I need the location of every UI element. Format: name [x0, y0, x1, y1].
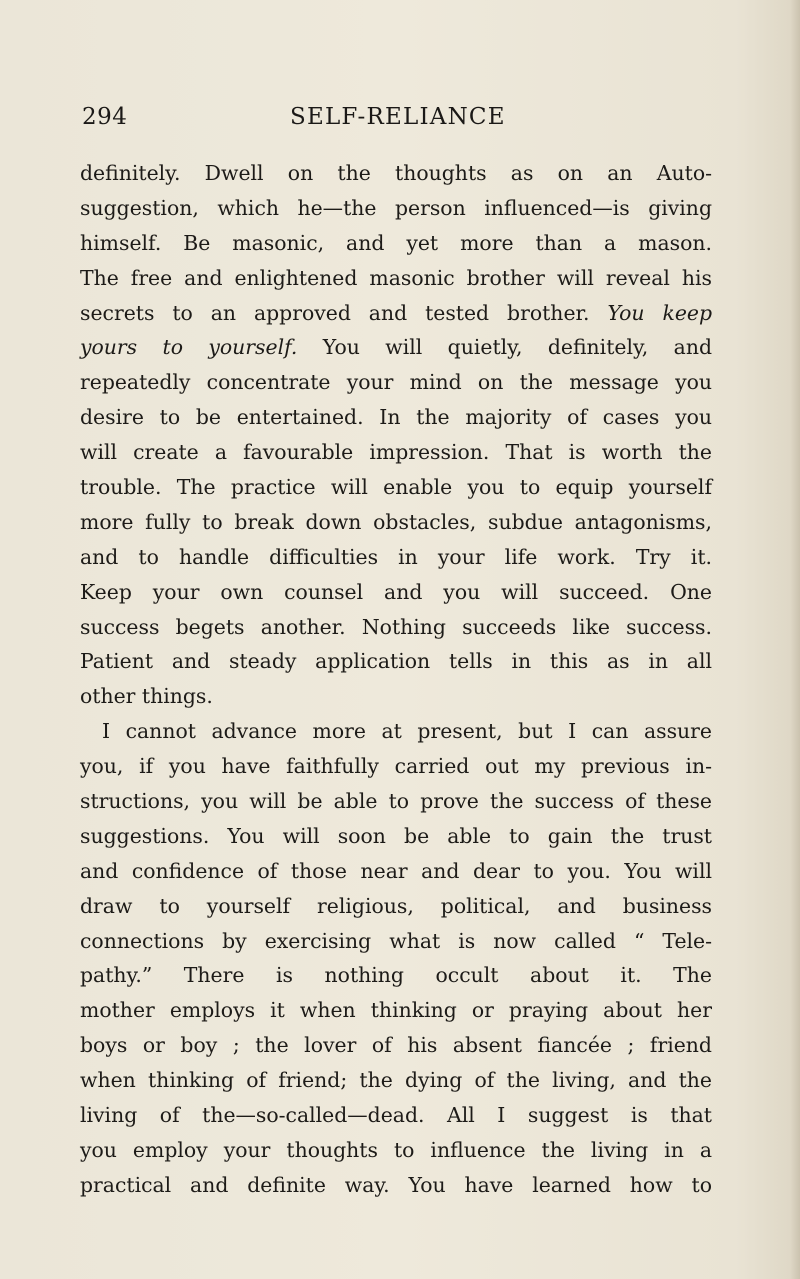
- page-number: 294: [82, 104, 128, 130]
- text-line: when thinking of friend; the dying of the living, and the: [80, 1068, 712, 1093]
- italic-text: You keep: [607, 300, 713, 325]
- text-line: The free and enlightened masonic brother will reveal his: [80, 265, 712, 290]
- text-line: and to handle difficulties in your life work. Try it.: [80, 544, 712, 569]
- text-line: definitely. Dwell on the thoughts as on an Auto-: [80, 161, 712, 185]
- page-edge-shadow: [790, 0, 800, 1279]
- text-line: suggestions. You will soon be able to gain the trust: [80, 823, 712, 848]
- text-line: you, if you have faithfully carried out my previous in-: [80, 754, 712, 779]
- text-line: success begets another. Nothing succeeds like success.: [80, 614, 712, 639]
- text-line: desire to be entertained. In the majority of cases you: [80, 405, 712, 430]
- text-line: I cannot advance more at present, but I can assure: [102, 719, 712, 744]
- italic-text: yours to yourself.: [80, 335, 298, 360]
- text-line: repeatedly concentrate your mind on the message you: [80, 370, 712, 395]
- text-line: suggestion, which he—the person influenced—is giving: [80, 195, 712, 220]
- text-line: and confidence of those near and dear to you. You will: [80, 858, 712, 883]
- text-line: pathy.” There is nothing occult about it. The: [80, 963, 712, 988]
- text-line: structions, you will be able to prove the success of these: [80, 789, 712, 814]
- text-line: trouble. The practice will enable you to equip yourself: [80, 475, 712, 500]
- body-text: [80, 156, 712, 1203]
- page-header: [82, 104, 730, 144]
- text-line: practical and definite way. You have learned how to: [80, 1172, 712, 1197]
- text-line: connections by exercising what is now called “ Tele-: [80, 928, 712, 953]
- text-line: Keep your own counsel and you will succeed. One: [80, 579, 712, 604]
- text-line: draw to yourself religious, political, and business: [80, 893, 712, 918]
- text-line: [80, 330, 712, 365]
- text-line: other things.: [80, 684, 213, 709]
- text-line: boys or boy ; the lover of his absent fiancée ; friend: [80, 1033, 712, 1058]
- text-line: mother employs it when thinking or praying about her: [80, 998, 712, 1023]
- text-line: will create a favourable impression. That is worth the: [80, 440, 712, 465]
- text-segment: secrets to an approved and tested brother.: [80, 300, 590, 325]
- text-line: Patient and steady application tells in this as in all: [80, 649, 712, 674]
- text-line: you employ your thoughts to influence the living in a: [80, 1137, 712, 1162]
- text-line: living of the—so-called—dead. All I suggest is that: [80, 1103, 712, 1128]
- text-line: himself. Be masonic, and yet more than a mason.: [80, 230, 712, 255]
- text-line: more fully to break down obstacles, subdue antagonisms,: [80, 509, 712, 534]
- text-segment: You will quietly, definitely, and: [322, 335, 712, 360]
- text-line: [80, 296, 712, 331]
- running-head: SELF-RELIANCE: [290, 104, 506, 130]
